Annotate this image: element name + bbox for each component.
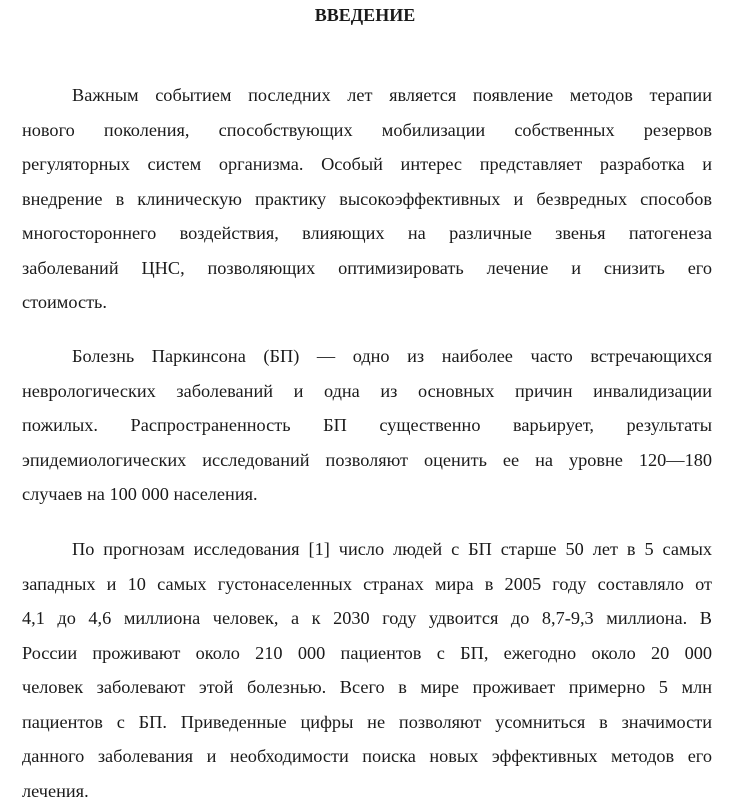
text-line: стоимость. [22,285,712,320]
text-line: неврологических заболеваний и одна из основных причин инвалидизации [22,374,712,409]
text-line: заболеваний ЦНС, позволяющих оптимизировать лечение и снизить его [22,251,712,286]
paragraph-3 [22,532,712,808]
text-line: человек заболевают этой болезнью. Всего в мире проживает примерно 5 млн [22,670,712,705]
text-line: 4,1 до 4,6 миллиона человек, а к 2030 году удвоится до 8,7-9,3 миллиона. В [22,601,712,636]
paragraph-1 [22,78,712,320]
paragraph-2 [22,339,712,512]
text-line: случаев на 100 000 населения. [22,477,712,512]
text-line: регуляторных систем организма. Особый интерес представляет разработка и [22,147,712,182]
text-line: внедрение в клиническую практику высокоэффективных и безвредных способов [22,182,712,217]
text-line: многостороннего воздействия, влияющих на различные звенья патогенеза [22,216,712,251]
text-line: нового поколения, способствующих мобилизации собственных резервов [22,113,712,148]
text-line: пожилых. Распространенность БП существенно варьирует, результаты [22,408,712,443]
text-line: Важным событием последних лет является появление методов терапии [22,78,712,113]
text-line: эпидемиологических исследований позволяют оценить ее на уровне 120—180 [22,443,712,478]
text-line: лечения. [22,774,712,808]
text-line: России проживают около 210 000 пациентов с БП, ежегодно около 20 000 [22,636,712,671]
document-title: ВВЕДЕНИЕ [0,4,730,26]
text-line: западных и 10 самых густонаселенных странах мира в 2005 году составляло от [22,567,712,602]
text-line: Болезнь Паркинсона (БП) — одно из наиболее часто встречающихся [22,339,712,374]
text-line: данного заболевания и необходимости поиска новых эффективных методов его [22,739,712,774]
text-line: По прогнозам исследования [1] число людей с БП старше 50 лет в 5 самых [22,532,712,567]
text-line: пациентов с БП. Приведенные цифры не позволяют усомниться в значимости [22,705,712,740]
